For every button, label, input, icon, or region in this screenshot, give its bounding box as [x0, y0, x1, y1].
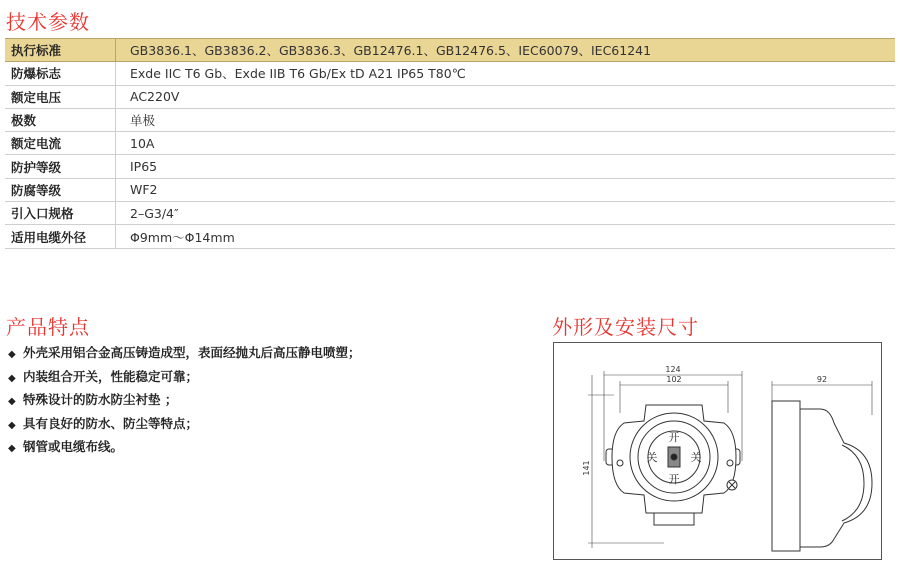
spec-value: AC220V — [116, 85, 896, 108]
spec-label: 执行标准 — [5, 39, 116, 62]
section-title-features: 产品特点 — [6, 315, 90, 339]
front-view-body — [606, 405, 740, 525]
table-row — [5, 85, 895, 108]
feature-text: 特殊设计的防水防尘衬垫 ； — [23, 392, 178, 407]
spec-value: Exde IIC T6 Gb、Exde IIB T6 Gb/Ex tD A21 IP65 T80℃ — [116, 62, 896, 85]
table-row — [5, 178, 895, 201]
list-item — [8, 344, 361, 368]
dial-label-bottom: 开 — [668, 473, 680, 486]
list-item — [8, 368, 361, 392]
spec-value: GB3836.1、GB3836.2、GB3836.3、GB12476.1、GB12476.5、IEC60079、IEC61241 — [116, 39, 896, 62]
spec-label: 适用电缆外径 — [5, 225, 116, 248]
dimension-drawing — [553, 342, 882, 560]
table-row — [5, 108, 895, 131]
section-title-tech-params: 技术参数 — [6, 10, 90, 34]
spec-label: 防腐等级 — [5, 178, 116, 201]
diamond-bullet-icon: ◆ — [8, 396, 16, 407]
table-row — [5, 39, 895, 62]
dial-label-left: 关 — [646, 451, 658, 464]
dial-label-right: 关 — [690, 451, 702, 464]
list-item — [8, 415, 361, 439]
spec-value: IP65 — [116, 155, 896, 178]
spec-value: Φ9mm～Φ14mm — [116, 225, 896, 248]
side-view-body — [772, 401, 872, 551]
table-row — [5, 132, 895, 155]
section-title-dimensions: 外形及安装尺寸 — [552, 315, 699, 339]
feature-text: 外壳采用铝合金高压铸造成型，表面经抛丸后高压静电喷塑； — [23, 345, 361, 360]
diamond-bullet-icon: ◆ — [8, 372, 16, 384]
table-row — [5, 225, 895, 248]
dim-side-depth: 92 — [816, 375, 828, 384]
dim-overall-width: 124 — [665, 365, 681, 374]
list-item — [8, 391, 361, 415]
spec-label: 额定电流 — [5, 132, 116, 155]
spec-label: 防爆标志 — [5, 62, 116, 85]
spec-label: 防护等级 — [5, 155, 116, 178]
list-item — [8, 438, 361, 462]
spec-label: 极数 — [5, 108, 116, 131]
diamond-bullet-icon: ◆ — [8, 349, 16, 360]
spec-value: 单极 — [116, 108, 896, 131]
table-row — [5, 62, 895, 85]
feature-text: 具有良好的防水、防尘等特点； — [23, 415, 199, 431]
table-row — [5, 202, 895, 225]
diamond-bullet-icon: ◆ — [8, 443, 16, 454]
table-row — [5, 155, 895, 178]
features-list — [8, 344, 361, 462]
spec-label: 额定电压 — [5, 85, 116, 108]
drawing-svg — [554, 343, 881, 559]
dial-label-top: 开 — [668, 431, 680, 444]
feature-text: 钢管或电缆布线。 — [23, 439, 124, 454]
spec-table — [5, 38, 895, 249]
feature-text: 内装组合开关，性能稳定可靠； — [23, 368, 199, 384]
diamond-bullet-icon: ◆ — [8, 419, 16, 431]
spec-label: 引入口规格 — [5, 202, 116, 225]
dim-body-width: 102 — [666, 375, 682, 384]
spec-value: 10A — [116, 132, 896, 155]
spec-value: WF2 — [116, 178, 896, 201]
dim-height: 141 — [582, 460, 591, 476]
spec-value: 2–G3/4″ — [116, 202, 896, 225]
